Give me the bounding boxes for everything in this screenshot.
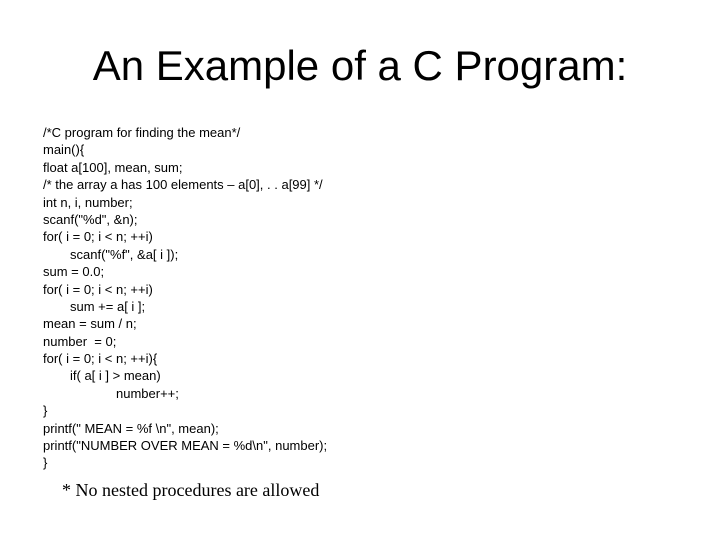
code-line: sum += a[ i ]; xyxy=(70,298,146,314)
code-line: scanf("%d", &n); xyxy=(43,211,138,227)
code-line: sum = 0.0; xyxy=(43,264,105,280)
code-line: number = 0; xyxy=(43,333,117,349)
code-line: printf("NUMBER OVER MEAN = %d\n", number); xyxy=(43,438,328,454)
code-line: float a[100], mean, sum; xyxy=(43,159,183,175)
code-line: scanf("%f", &a[ i ]); xyxy=(70,246,179,262)
code-line: number++; xyxy=(116,385,179,401)
code-line: /* the array a has 100 elements – a[0], . . a[99] */ xyxy=(43,177,323,193)
code-line: } xyxy=(43,403,48,419)
code-line: printf(" MEAN = %f \n", mean); xyxy=(43,420,219,436)
code-line: /*C program for finding the mean*/ xyxy=(43,125,241,140)
code-line: if( a[ i ] > mean) xyxy=(70,368,161,384)
code-line: } xyxy=(43,455,48,471)
code-line: main(){ xyxy=(43,142,85,158)
slide-title: An Example of a C Program: xyxy=(92,42,628,89)
code-line: mean = sum / n; xyxy=(43,316,137,332)
code-line: for( i = 0; i < n; ++i) xyxy=(43,229,153,245)
code-listing xyxy=(43,124,683,471)
code-line: for( i = 0; i < n; ++i) xyxy=(43,281,153,297)
code-line: int n, i, number; xyxy=(43,194,133,210)
footnote: * No nested procedures are allowed xyxy=(62,480,320,500)
code-line: for( i = 0; i < n; ++i){ xyxy=(43,351,158,367)
